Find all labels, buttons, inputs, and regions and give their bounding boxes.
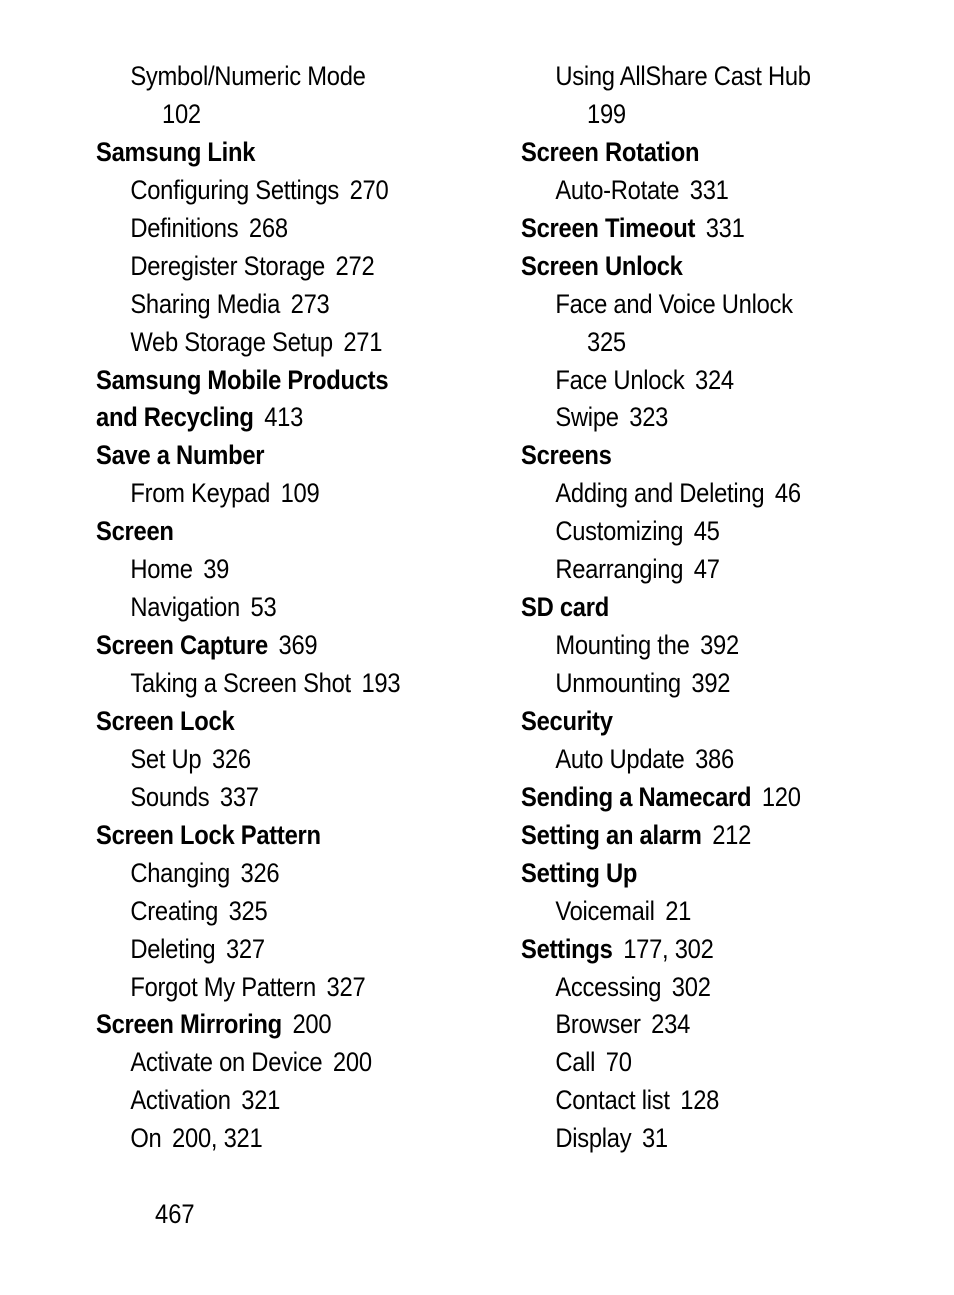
index-term: Setting an alarm: [521, 819, 702, 850]
index-heading: [96, 1006, 457, 1044]
index-page-ref: 369: [278, 630, 318, 661]
index-heading: [521, 931, 882, 969]
index-subentry: [521, 665, 882, 703]
index-page-ref: 39: [203, 554, 230, 585]
index-term: Face Unlock: [555, 364, 685, 395]
index-page-ref: 327: [225, 933, 265, 964]
index-subentry: [521, 893, 882, 931]
index-subentry: [96, 551, 457, 589]
index-heading: [521, 134, 882, 172]
index-subentry: [521, 741, 882, 779]
index-term: From Keypad: [130, 478, 271, 509]
index-subentry: [96, 969, 457, 1007]
index-term: Home: [130, 554, 193, 585]
index-subentry: [96, 248, 457, 286]
index-term: Auto-Rotate: [555, 174, 680, 205]
index-page-ref: 302: [671, 971, 711, 1002]
index-heading: [521, 817, 882, 855]
index-term: Samsung Link: [96, 136, 256, 167]
index-heading: [521, 779, 882, 817]
index-page-ref: 200: [292, 1009, 332, 1040]
index-page-ref: 128: [680, 1085, 720, 1116]
index-page-ref: 272: [335, 250, 375, 281]
index-term: Security: [521, 705, 613, 736]
index-heading: [96, 513, 457, 551]
index-page-ref: 273: [290, 288, 330, 319]
index-subentry: [96, 58, 457, 96]
index-term: Creating: [130, 895, 219, 926]
index-term: Save a Number: [96, 440, 265, 471]
index-page-ref: 325: [587, 326, 626, 357]
index-term: Sharing Media: [130, 288, 281, 319]
index-page-ref: 199: [587, 98, 626, 129]
index-term: Web Storage Setup: [130, 326, 333, 357]
index-term: Unmounting: [555, 668, 681, 698]
index-subentry: [96, 665, 457, 703]
index-page-ref: 323: [629, 402, 669, 433]
index-subentry: [96, 741, 457, 779]
index-subentry: [96, 589, 457, 627]
index-heading: [521, 589, 882, 627]
index-page-ref: 193: [361, 668, 401, 698]
index-term: Screen Timeout: [521, 212, 696, 243]
index-column-left: [96, 58, 506, 1158]
index-term: Screen Unlock: [521, 250, 683, 281]
index-page-ref: 271: [343, 326, 383, 357]
index-subentry: [96, 210, 457, 248]
index-subentry: [521, 969, 882, 1007]
index-page-ref: 21: [665, 895, 692, 926]
index-subentry: [521, 1044, 882, 1082]
index-term: Setting Up: [521, 857, 638, 888]
index-subentry: [521, 324, 882, 362]
index-term: Configuring Settings: [130, 174, 340, 205]
index-term: Mounting the: [555, 630, 690, 661]
index-page-ref: 46: [774, 478, 801, 509]
index-subentry: [96, 172, 457, 210]
index-page-ref: 331: [689, 174, 729, 205]
index-page-ref: 327: [326, 971, 366, 1002]
index-term: SD card: [521, 592, 609, 623]
index-subentry: [521, 362, 882, 400]
index-subentry: [96, 893, 457, 931]
index-term: Taking a Screen Shot: [130, 668, 351, 698]
index-page-ref: 386: [695, 743, 734, 774]
index-subentry: [521, 96, 882, 134]
index-heading: [96, 437, 457, 475]
index-page-ref: 45: [693, 516, 720, 547]
index-term: and Recycling: [96, 402, 254, 433]
index-subentry: [96, 931, 457, 969]
index-term: Navigation: [130, 592, 240, 623]
index-subentry: [521, 1082, 882, 1120]
index-term: Sending a Namecard: [521, 781, 752, 812]
index-subentry: [521, 627, 882, 665]
index-subentry: [521, 1006, 882, 1044]
index-term: Swipe: [555, 402, 619, 433]
index-page-ref: 413: [264, 402, 304, 433]
index-heading: [521, 437, 882, 475]
index-term: Screen Lock Pattern: [96, 819, 321, 850]
index-term: Browser: [555, 1009, 641, 1040]
index-subentry: [521, 399, 882, 437]
index-subentry: [521, 172, 882, 210]
index-page-ref: 53: [250, 592, 277, 623]
index-subentry: [521, 286, 882, 324]
index-term: Screen Rotation: [521, 136, 700, 167]
index-page-ref: 392: [691, 668, 731, 698]
index-subentry: [521, 58, 882, 96]
index-subentry: [96, 324, 457, 362]
index-subentry: [521, 1120, 882, 1158]
index-term: Display: [555, 1123, 632, 1154]
index-subentry: [96, 286, 457, 324]
index-subentry: [96, 1044, 457, 1082]
index-term: Using AllShare Cast Hub: [555, 61, 811, 91]
index-page-ref: 331: [705, 212, 745, 243]
index-page-ref: 200, 321: [172, 1123, 263, 1154]
index-heading: [96, 399, 457, 437]
page-number: 467: [155, 1199, 195, 1229]
index-term: Screens: [521, 440, 612, 471]
index-term: Contact list: [555, 1085, 670, 1116]
index-term: Samsung Mobile Products: [96, 364, 389, 395]
index-page-ref: 321: [241, 1085, 281, 1116]
index-subentry: [96, 475, 457, 513]
index-page-ref: 200: [332, 1047, 372, 1078]
index-heading: [96, 134, 457, 172]
index-page-ref: 109: [280, 478, 320, 509]
index-page-ref: 212: [712, 819, 752, 850]
index-page-ref: 102: [162, 98, 201, 129]
index-subentry: [96, 1120, 457, 1158]
index-page-ref: 326: [240, 857, 280, 888]
index-page-ref: 47: [693, 554, 720, 585]
index-subentry: [521, 551, 882, 589]
index-term: Face and Voice Unlock: [555, 288, 793, 319]
index-page-ref: 70: [605, 1047, 632, 1078]
index-heading: [96, 627, 457, 665]
index-column-right: [521, 58, 931, 1158]
index-term: Changing: [130, 857, 230, 888]
index-page-ref: 337: [219, 781, 259, 812]
index-subentry: [521, 513, 882, 551]
index-term: Screen Mirroring: [96, 1009, 282, 1040]
index-page-ref: 324: [695, 364, 734, 395]
index-page-ref: 268: [248, 212, 288, 243]
index-heading: [96, 703, 457, 741]
index-term: Activation: [130, 1085, 231, 1116]
index-term: Symbol/Numeric Mode: [130, 61, 366, 91]
index-term: Definitions: [130, 212, 239, 243]
index-term: On: [130, 1123, 162, 1154]
index-term: Activate on Device: [130, 1047, 323, 1078]
index-subentry: [96, 779, 457, 817]
index-subentry: [96, 1082, 457, 1120]
index-page-ref: 392: [700, 630, 739, 661]
index-term: Screen Lock: [96, 705, 235, 736]
index-page-ref: 234: [651, 1009, 691, 1040]
index-page-ref: 31: [641, 1123, 668, 1154]
index-page-ref: 177, 302: [623, 933, 714, 964]
index-page-ref: 270: [349, 174, 389, 205]
index-term: Screen Capture: [96, 630, 268, 661]
index-term: Deleting: [130, 933, 216, 964]
index-heading: [521, 703, 882, 741]
index-subentry: [96, 96, 457, 134]
index-page-ref: 325: [228, 895, 268, 926]
index-subentry: [521, 475, 882, 513]
index-term: Auto Update: [555, 743, 685, 774]
index-term: Deregister Storage: [130, 250, 325, 281]
index-heading: [521, 210, 882, 248]
index-term: Set Up: [130, 743, 202, 774]
index-term: Settings: [521, 933, 613, 964]
index-term: Screen: [96, 516, 174, 547]
index-term: Adding and Deleting: [555, 478, 765, 509]
index-heading: [521, 248, 882, 286]
index-subentry: [96, 855, 457, 893]
index-term: Rearranging: [555, 554, 684, 585]
index-term: Customizing: [555, 516, 684, 547]
index-page-ref: 120: [761, 781, 801, 812]
index-term: Sounds: [130, 781, 210, 812]
index-heading: [521, 855, 882, 893]
index-term: Call: [555, 1047, 596, 1078]
index-page-ref: 326: [211, 743, 251, 774]
index-heading: [96, 362, 457, 400]
index-heading: [96, 817, 457, 855]
index-term: Forgot My Pattern: [130, 971, 316, 1002]
index-term: Voicemail: [555, 895, 655, 926]
index-term: Accessing: [555, 971, 662, 1002]
